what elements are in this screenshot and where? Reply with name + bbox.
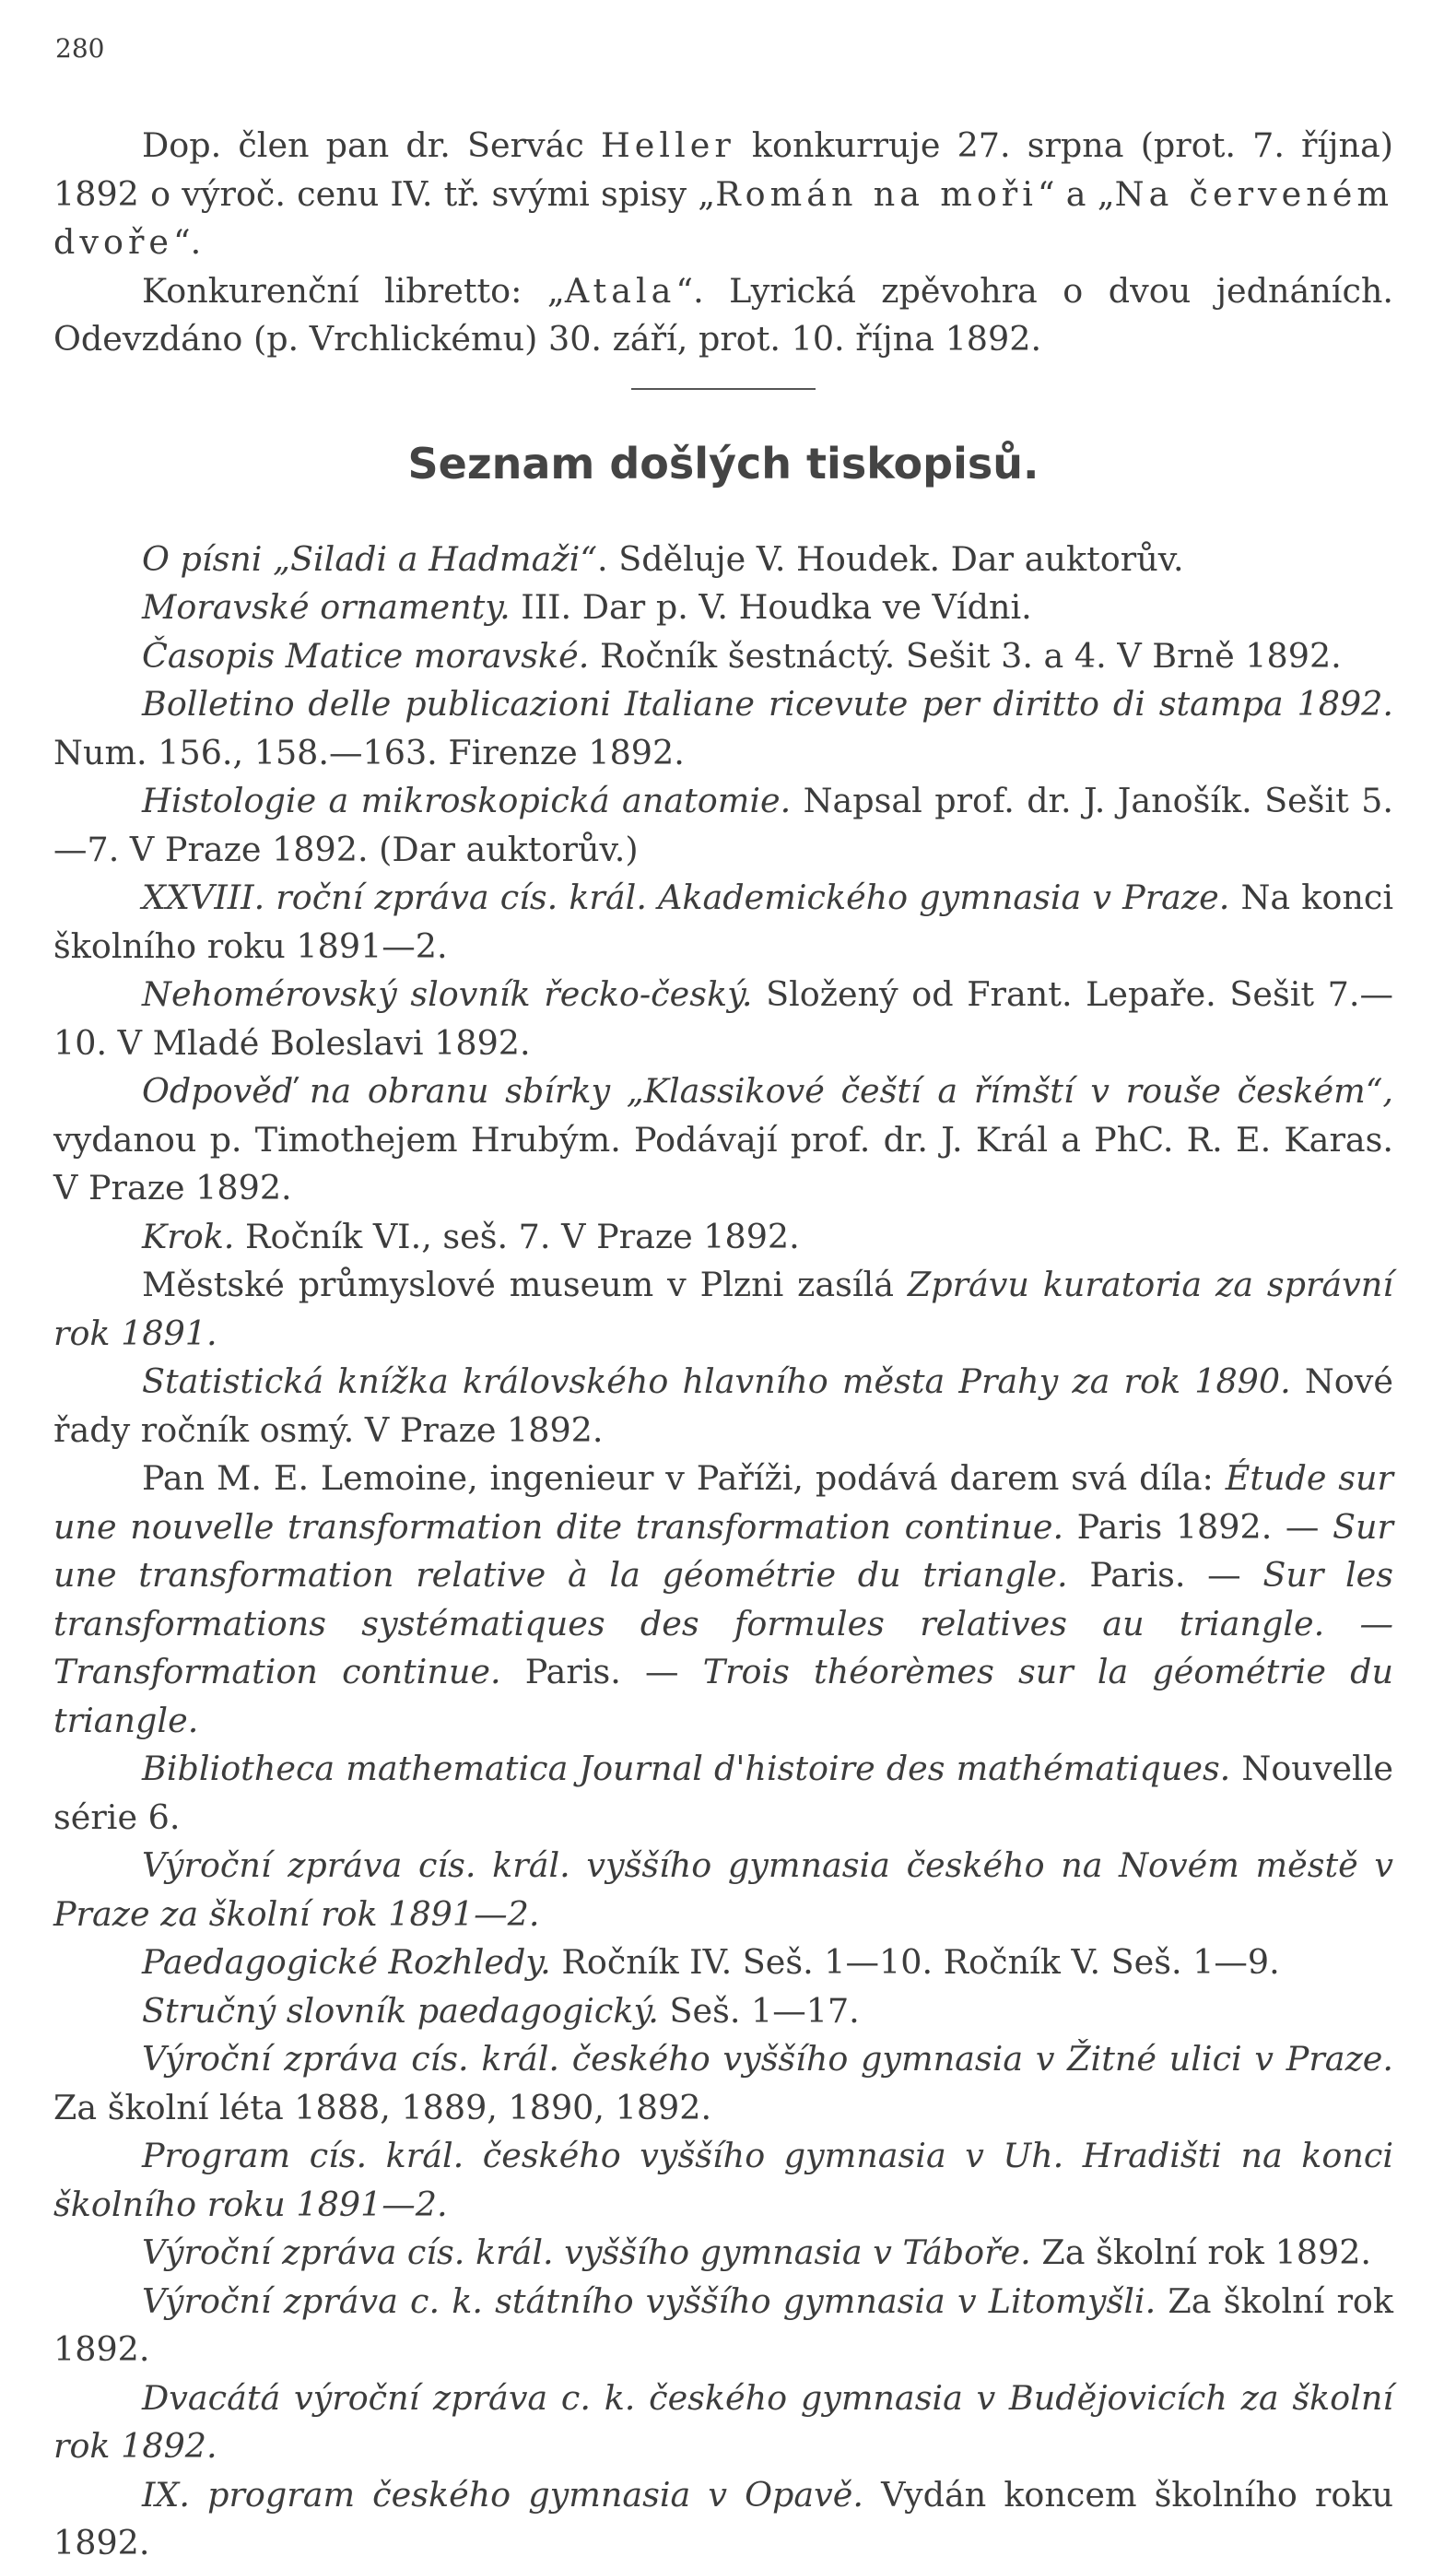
publication-title: Nehomérovský slovník řecko-český. <box>142 974 753 1014</box>
publication-title: Bolletino delle publicazioni Italiane ricevute per diritto di stampa 1892. <box>142 684 1393 724</box>
publication-title: Histologie a mikroskopická anatomie. <box>142 781 792 820</box>
publication-note: Za školní léta 1888, 1889, 1890, 1892. <box>53 2087 712 2127</box>
publication-note: III. Dar p. V. Houdka ve Vídni. <box>510 587 1032 627</box>
publication-title: Stručný slovník paedagogický. <box>142 1990 659 2031</box>
publication-entry <box>53 2035 1393 2132</box>
publication-entry <box>53 2278 1393 2374</box>
publication-note: Vydán koncem školního roku 1892. <box>53 2474 1393 2562</box>
publication-note: Za školní rok 1892. <box>53 2280 1393 2369</box>
publication-entry <box>53 536 1393 584</box>
work-title: Na červeném dvoře <box>53 173 1393 262</box>
publication-title: Výroční zpráva cís. král. vyššího gymnasia českého na Novém městě v Praze za školní rok 1891—2. <box>53 1845 1393 1934</box>
publication-title: Výroční zpráva c. k. státního vyššího gymnasia v Litomyšli. <box>142 2280 1157 2321</box>
publication-list <box>53 536 1393 2568</box>
publication-title: Dvacátá výroční zpráva c. k. českého gymnasia v Budějovicích za školní rok 1892. <box>53 2377 1393 2466</box>
publication-entry <box>53 971 1393 1067</box>
publication-entry <box>53 777 1393 874</box>
publication-entry <box>53 1987 1393 2036</box>
publication-entry <box>53 2132 1393 2229</box>
work-title: Atala <box>564 270 676 311</box>
publication-title: XXVIII. roční zpráva cís. král. Akademického gymnasia v Praze. <box>142 878 1230 917</box>
section-divider <box>631 388 816 390</box>
publication-entry <box>53 1213 1393 1262</box>
publication-note: Za školní rok 1892. <box>1030 2232 1372 2272</box>
text: “. <box>173 222 202 262</box>
publication-entry <box>53 680 1393 777</box>
publication-note: Na konci školního roku 1891—2. <box>53 878 1393 966</box>
text: “ a „ <box>1037 173 1115 214</box>
publication-title: Paedagogické Rozhledy. <box>142 1942 551 1982</box>
publication-note: Napsal prof. dr. J. Janošík. Sešit 5.—7. V Praze 1892. (Dar auktorův.) <box>53 781 1394 869</box>
publication-note: Num. 156., 158.—163. Firenze 1892. <box>53 732 685 772</box>
publication-entry <box>53 583 1393 632</box>
publication-title: Sur une transformation relative à la géométrie du triangle. <box>53 1506 1393 1595</box>
publication-title: Trois théorèmes sur la géométrie du triangle. <box>53 1652 1393 1740</box>
publication-title: Statistická knížka královského hlavního města Prahy za rok 1890. <box>142 1361 1291 1401</box>
publication-entry <box>53 1842 1393 1938</box>
publication-note: Ročník IV. Seš. 1—10. Ročník V. Seš. 1—9. <box>550 1942 1280 1982</box>
author-name: Heller <box>600 125 735 165</box>
publication-note: vydanou p. Timothejem Hrubým. Podávají prof. dr. J. Král a PhC. R. E. Karas. V Praze 1892. <box>53 1119 1393 1207</box>
intro-paragraph-libretto <box>53 267 1393 364</box>
intro-paragraph-heller <box>53 122 1393 267</box>
section-heading: Seznam došlých tiskopisů. <box>407 438 1039 489</box>
page-number: 280 <box>55 33 105 64</box>
publication-title: Zprávu kuratoria za správní rok 1891. <box>53 1265 1393 1353</box>
publication-note: . Sdělujе V. Houdek. Dar auktorův. <box>597 538 1184 579</box>
publication-title: Moravské ornamenty. <box>142 587 511 627</box>
text: Dop. člen pan dr. Servác <box>142 125 601 165</box>
publication-title: Bibliotheca mathematica Journal d'histoire des mathématiques. <box>142 1749 1231 1788</box>
publication-title: Sur les transformations systématiques des formules relatives au triangle. — Transformation continue. <box>53 1555 1393 1691</box>
publication-title: O písni „Siladi a Hadmaži“ <box>142 538 597 579</box>
publication-entry <box>53 1261 1393 1358</box>
publication-note: Seš. 1—17. <box>658 1990 860 2031</box>
publication-entry <box>53 1455 1393 1745</box>
publication-note: Paris. — <box>500 1652 703 1691</box>
publication-entry <box>53 1745 1393 1842</box>
publication-entry <box>53 1067 1393 1213</box>
publication-note: Ročník VI., seš. 7. V Praze 1892. <box>234 1216 800 1256</box>
publication-title: Odpověď na obranu sbírky „Klassikové čeští a římští v rouše českém“, <box>142 1071 1393 1111</box>
publication-note: Složený od Frant. Lepaře. Sešit 7.—10. V Mladé Boleslavi 1892. <box>53 974 1393 1063</box>
publication-entry <box>53 2471 1393 2568</box>
text: “. Lyrická zpěvohra o dvou jednáních. Odevzdáno (p. Vrchlickému) 30. září, prot. 10. října 1892. <box>53 270 1393 359</box>
publication-note: Paris 1892. — <box>1063 1506 1333 1547</box>
publication-note: Ročník šestnáctý. Sešit 3. a 4. V Brně 1892. <box>589 635 1342 676</box>
publication-entry <box>53 2229 1393 2278</box>
publication-title: Program cís. král. českého vyššího gymnasia v Uh. Hradišti na konci školního roku 1891—2. <box>53 2136 1393 2224</box>
work-title: Román na moři <box>715 173 1038 214</box>
publication-note: Paris. — <box>1067 1555 1263 1595</box>
publication-title: Étude sur une nouvelle transformation dite transformation continue. <box>53 1458 1393 1547</box>
publication-note: Nové řady ročník osmý. V Praze 1892. <box>53 1361 1393 1450</box>
publication-entry <box>53 1358 1393 1455</box>
publication-entry <box>53 874 1393 971</box>
publication-title: Výroční zpráva cís. král. vyššího gymnasia v Táboře. <box>142 2232 1031 2272</box>
publication-entry <box>53 632 1393 681</box>
publication-title: Výroční zpráva cís. král. českého vyššího gymnasia v Žitné ulici v Praze. <box>142 2039 1393 2079</box>
text: Konkurenční libretto: „ <box>142 270 565 311</box>
publication-title: Časopis Matice moravské. <box>142 635 590 676</box>
publication-note: Nouvelle série 6. <box>53 1749 1393 1837</box>
publication-entry <box>53 1938 1393 1987</box>
publication-title: IX. program českého gymnasia v Opavě. <box>142 2474 863 2515</box>
publication-entry <box>53 2374 1393 2471</box>
publication-note: Městské průmyslové museum v Plzni zasílá <box>142 1265 908 1304</box>
text: konkurruje 27. srpna (prot. 7. října) 1892 o výroč. cenu IV. tř. svými spisy „ <box>53 125 1394 214</box>
page-body <box>53 122 1393 2568</box>
publication-title: Krok. <box>142 1216 235 1256</box>
publication-note: Pan M. E. Lemoine, ingenieur v Paříži, podává darem svá díla: <box>142 1458 1226 1498</box>
